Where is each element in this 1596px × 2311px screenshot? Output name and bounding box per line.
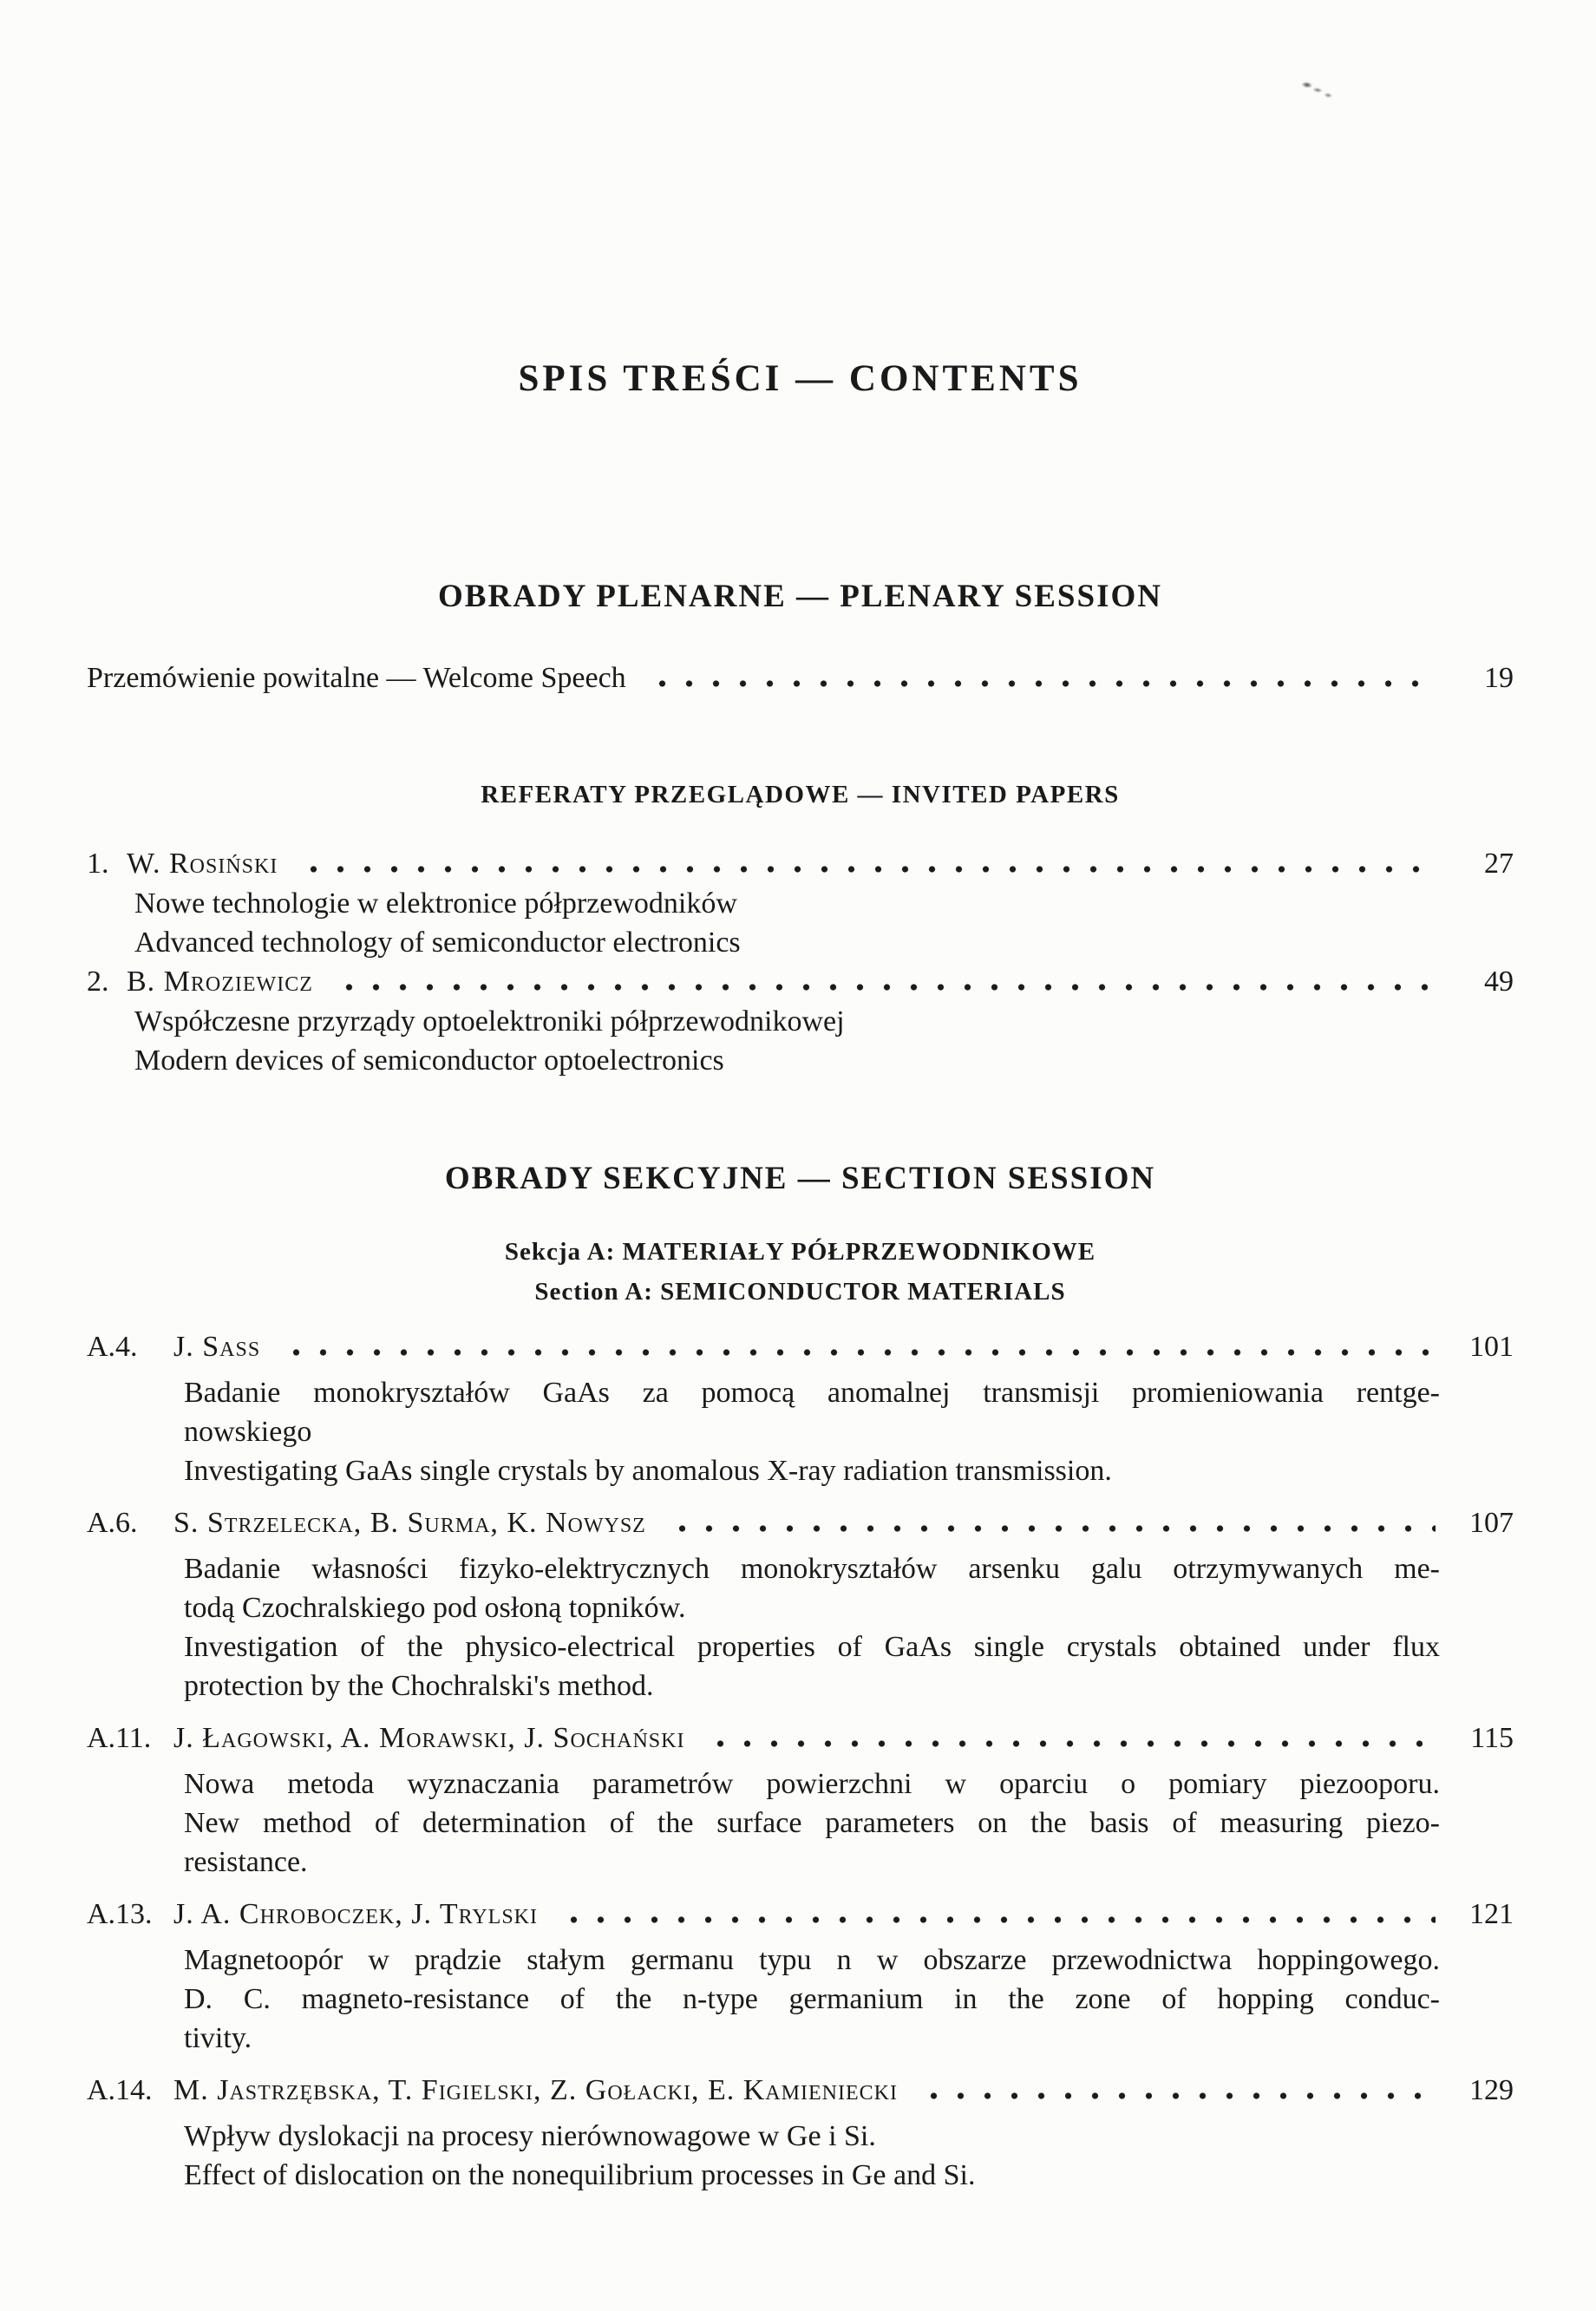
dot-leader bbox=[560, 1916, 1436, 1923]
toc-entry-welcome-speech bbox=[87, 658, 1514, 698]
entry-label: Przemówienie powitalne — Welcome Speech bbox=[87, 662, 626, 694]
toc-entry-a11 bbox=[87, 1719, 1514, 1882]
entry-title-en: New method of determination of the surface parameters on the basis of measuring piezo- bbox=[184, 1807, 1440, 1839]
dot-leader bbox=[300, 866, 1436, 873]
entry-header bbox=[87, 1719, 1514, 1758]
entry-header bbox=[87, 844, 1514, 884]
page-number: 49 bbox=[1484, 966, 1514, 998]
entry-authors: B. Mroziewicz bbox=[127, 966, 313, 998]
entry-title-en-cont: protection by the Chochralski's method. bbox=[184, 1670, 654, 1702]
entry-header bbox=[87, 1503, 1514, 1543]
section-a-heading-en: Section A: SEMICONDUCTOR MATERIALS bbox=[534, 1278, 1066, 1306]
dot-leader bbox=[920, 2092, 1436, 2099]
entry-title-en: Investigating GaAs single crystals by anomalous X-ray radiation transmission. bbox=[184, 1455, 1112, 1487]
plenary-session-heading: OBRADY PLENARNE — PLENARY SESSION bbox=[438, 579, 1162, 614]
entry-authors: J. Sass bbox=[173, 1331, 261, 1363]
toc-entry-1 bbox=[87, 844, 1514, 962]
entry-number: A.4. bbox=[87, 1331, 138, 1363]
page-number: 101 bbox=[1469, 1331, 1514, 1363]
toc-entry-a13 bbox=[87, 1895, 1514, 2058]
entry-title-en: D. C. magneto-resistance of the n-type germanium in the zone of hopping conduc- bbox=[184, 1983, 1440, 2015]
entry-title-en: Modern devices of semiconductor optoelectronics bbox=[134, 1044, 724, 1077]
page-number: 129 bbox=[1469, 2074, 1514, 2106]
toc-entry-a14 bbox=[87, 2071, 1514, 2195]
entry-header bbox=[87, 1327, 1514, 1367]
entry-title-pl: Nowa metoda wyznaczania parametrów powierzchni w oparciu o pomiary piezooporu. bbox=[184, 1768, 1440, 1800]
dot-leader bbox=[707, 1740, 1436, 1747]
entry-title-en: Effect of dislocation on the nonequilibrium processes in Ge and Si. bbox=[184, 2159, 976, 2191]
dot-leader bbox=[283, 1349, 1436, 1356]
section-a-list bbox=[87, 1327, 1514, 2195]
entry-title-en-cont: tivity. bbox=[184, 2022, 252, 2054]
entry-authors: W. Rosiński bbox=[127, 848, 278, 880]
section-session-heading: OBRADY SEKCYJNE — SECTION SESSION bbox=[444, 1161, 1156, 1196]
entry-number: A.14. bbox=[87, 2074, 153, 2106]
entry-title-pl: Badanie monokryształów GaAs za pomocą anomalnej transmisji promieniowania rentge- bbox=[184, 1377, 1440, 1409]
toc-entry-2 bbox=[87, 962, 1514, 1080]
entry-title-pl-cont: nowskiego bbox=[184, 1416, 312, 1448]
entry-number: A.6. bbox=[87, 1507, 138, 1539]
entry-header bbox=[87, 1895, 1514, 1935]
entry-number: A.11. bbox=[87, 1722, 152, 1754]
entry-number: A.13. bbox=[87, 1898, 153, 1930]
entry-title-en: Advanced technology of semiconductor electronics bbox=[134, 926, 741, 959]
entry-number: 1. bbox=[87, 848, 109, 880]
entry-authors: M. Jastrzębska, T. Figielski, Z. Gołacki, E. Kamieniecki bbox=[173, 2074, 898, 2106]
entry-title-pl: Badanie własności fizyko-elektrycznych monokryształów arsenku galu otrzymywanych me- bbox=[184, 1553, 1440, 1585]
dot-leader bbox=[649, 680, 1436, 687]
page-title: SPIS TREŚCI — CONTENTS bbox=[518, 358, 1083, 399]
entry-title-en: Investigation of the physico-electrical properties of GaAs single crystals obtained under flux bbox=[184, 1631, 1440, 1663]
entry-number: 2. bbox=[87, 966, 109, 998]
entry-authors: J. Łagowski, A. Morawski, J. Sochański bbox=[173, 1722, 685, 1754]
entry-authors: J. A. Chroboczek, J. Trylski bbox=[173, 1898, 538, 1930]
page-number: 19 bbox=[1484, 662, 1514, 694]
entry-header bbox=[87, 962, 1514, 1002]
dot-leader bbox=[336, 984, 1436, 991]
page-number: 115 bbox=[1470, 1722, 1514, 1754]
page-number: 107 bbox=[1469, 1507, 1514, 1539]
page-number: 27 bbox=[1484, 848, 1514, 880]
entry-title-pl: Magnetoopór w prądzie stałym germanu typu n w obszarze przewodnictwa hoppingowego. bbox=[184, 1944, 1440, 1976]
entry-title-pl: Wpływ dyslokacji na procesy nierównowagowe w Ge i Si. bbox=[184, 2120, 876, 2152]
entry-title-en-cont: resistance. bbox=[184, 1846, 308, 1878]
entry-header bbox=[87, 2071, 1514, 2111]
entry-title-pl: Nowe technologie w elektronice półprzewodników bbox=[134, 887, 737, 920]
invited-papers-list bbox=[87, 844, 1514, 1080]
dot-leader bbox=[669, 1525, 1436, 1532]
section-a-heading-pl: Sekcja A: MATERIAŁY PÓŁPRZEWODNIKOWE bbox=[504, 1238, 1096, 1266]
entry-authors: S. Strzelecka, B. Surma, K. Nowysz bbox=[173, 1507, 646, 1539]
page-number: 121 bbox=[1469, 1898, 1514, 1930]
toc-entry-a6 bbox=[87, 1503, 1514, 1705]
invited-papers-heading: REFERATY PRZEGLĄDOWE — INVITED PAPERS bbox=[481, 781, 1120, 809]
entry-title-pl-cont: todą Czochralskiego pod osłoną topników. bbox=[184, 1592, 686, 1624]
toc-entry-a4 bbox=[87, 1327, 1514, 1490]
entry-title-pl: Współczesne przyrządy optoelektroniki półprzewodnikowej bbox=[134, 1005, 845, 1038]
